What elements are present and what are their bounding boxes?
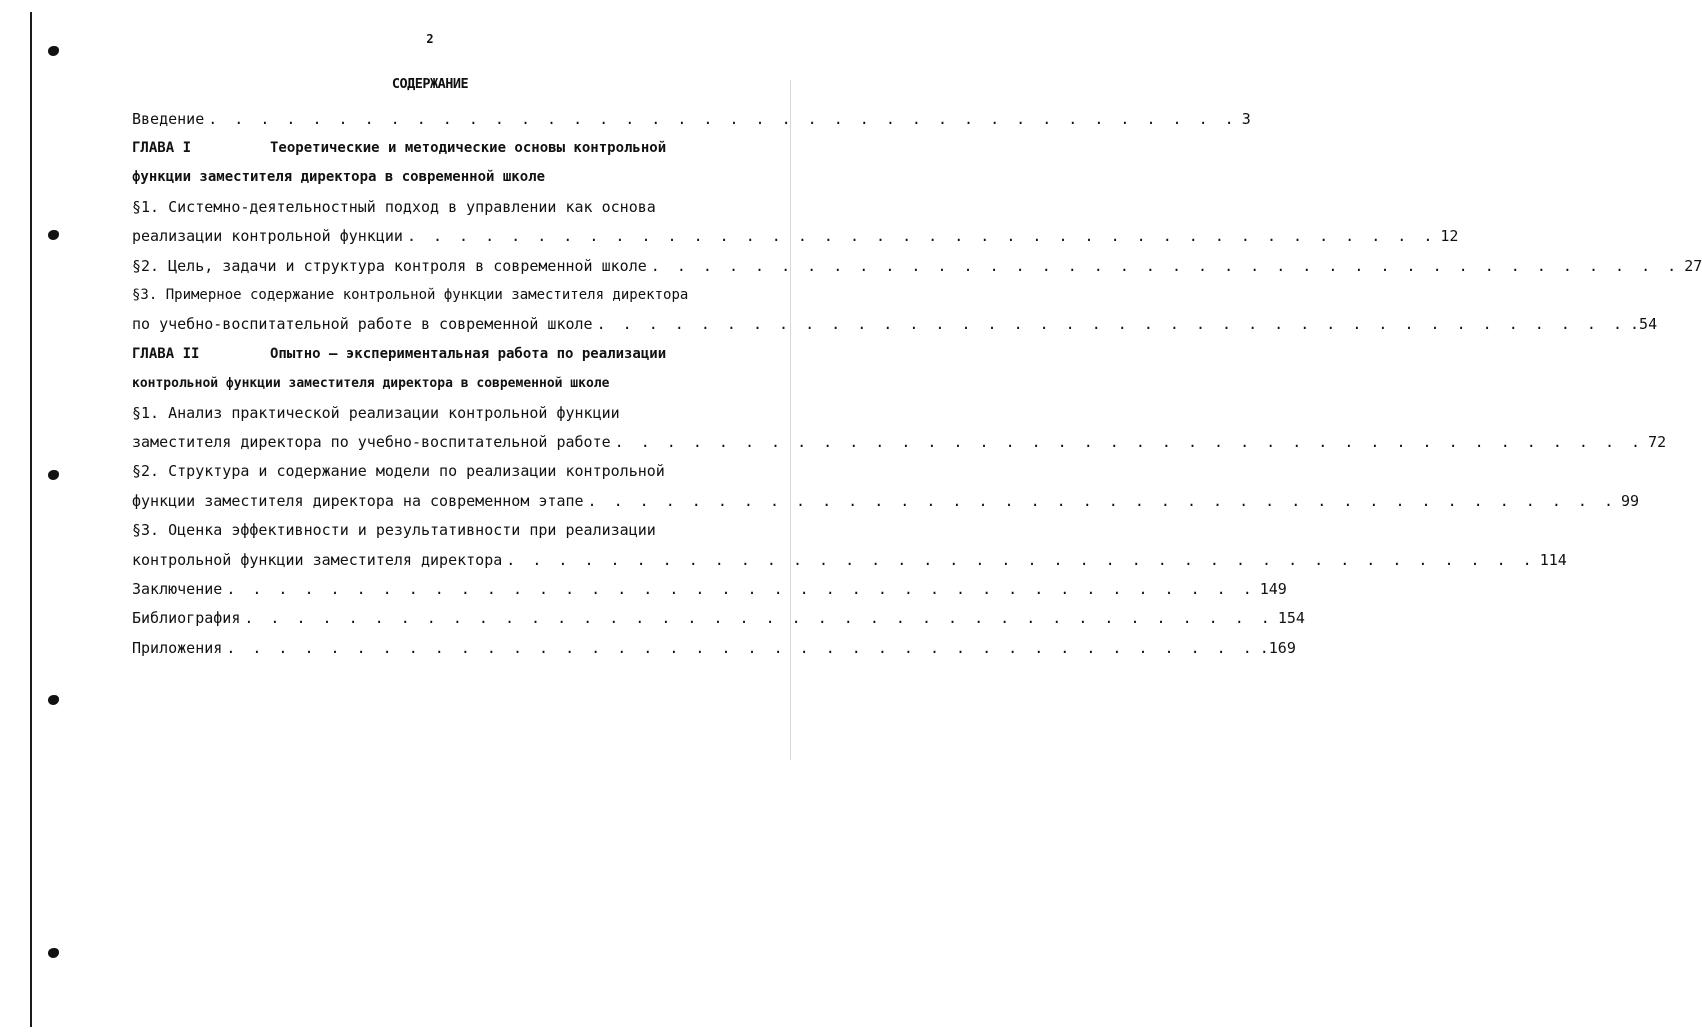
toc-chapter-1: [132, 133, 728, 162]
toc-page-number: .169: [1259, 638, 1296, 657]
punch-hole-mark: [48, 230, 59, 240]
toc-page-number: 114: [1539, 550, 1567, 569]
chapter-label: ГЛАВА II: [132, 345, 200, 362]
toc-entry-conclusion: [132, 574, 1287, 603]
dot-leader: . . . . . . . . . . . . . . . . . . . . . . . . . . . . . . . . . . . . . . . .: [650, 256, 1681, 275]
section-title: §3. Оценка эффективности и результативности при реализации: [132, 521, 656, 540]
dot-leader: . . . . . . . . . . . . . . . . . . . . . . . . . . . . . . . . . . . . . . . .: [208, 109, 1238, 128]
punch-hole-mark: [48, 948, 59, 958]
toc-entry-intro: [132, 104, 1251, 133]
section-title: заместителя директора по учебно-воспитательной работе: [132, 432, 611, 451]
toc-section-1-2: [132, 251, 1702, 280]
toc-section-1-3: [132, 280, 728, 309]
page-number: 2: [426, 32, 434, 46]
toc-page-number: 99: [1620, 491, 1640, 510]
section-title: контрольной функции заместителя директора: [132, 550, 503, 569]
toc-section-1-1-cont: [132, 222, 1459, 251]
section-title: §1. Анализ практической реализации контрольной функции: [132, 403, 620, 422]
toc-page-number: .54: [1630, 315, 1658, 334]
scan-margin-line: [790, 80, 791, 760]
toc-chapter-2-cont: [132, 369, 728, 398]
toc-entry-bibliography: [132, 604, 1305, 633]
toc-page-number: 27: [1684, 256, 1702, 275]
punch-hole-mark: [48, 695, 59, 705]
toc-entry-text: Введение: [132, 109, 205, 128]
dot-leader: . . . . . . . . . . . . . . . . . . . . . . . . . . . . . . . . . . . . . . . .: [406, 227, 1437, 246]
toc-page-number: 12: [1440, 227, 1459, 246]
chapter-title: Опытно – экспериментальная работа по реализации: [270, 345, 667, 362]
toc-section-2-3: [132, 515, 728, 544]
toc-chapter-2: [132, 339, 728, 368]
chapter-title: контрольной функции заместителя директора в современной школе: [132, 375, 610, 391]
punch-hole-mark: [48, 46, 59, 56]
toc-page-number: 154: [1277, 609, 1305, 628]
chapter-label: ГЛАВА I: [132, 140, 192, 157]
section-title: §3. Примерное содержание контрольной функции заместителя директора: [132, 287, 689, 304]
dot-leader: . . . . . . . . . . . . . . . . . . . . . . . . . . . . . . . . . . . . . . . .: [506, 550, 1536, 569]
punch-hole-mark: [48, 470, 59, 480]
toc-section-2-2: [132, 457, 728, 486]
toc-section-2-1-cont: [132, 427, 1667, 456]
dot-leader: . . . . . . . . . . . . . . . . . . . . . . . . . . . . . . . . . . . . . . . .: [226, 579, 1256, 598]
dot-leader: . . . . . . . . . . . . . . . . . . . . . . . . . . . . . . . . . . . . . . . .: [244, 609, 1274, 628]
toc-section-2-3-cont: [132, 545, 1567, 574]
dot-leader: . . . . . . . . . . . . . . . . . . . . . . . . . . . . . . . . . . . . . . . .: [587, 491, 1617, 510]
toc-entry-appendices: [132, 633, 1296, 662]
dot-leader: . . . . . . . . . . . . . . . . . . . . . . . . . . . . . . . . . . . . . . . .: [596, 315, 1627, 334]
toc-section-1-3-cont: [132, 310, 1658, 339]
scan-binding-edge: [30, 12, 32, 1027]
section-title: по учебно-воспитательной работе в современной школе: [132, 315, 593, 334]
toc-page-number: 3: [1241, 109, 1251, 128]
toc-page-number: 72: [1648, 432, 1667, 451]
toc-section-2-1: [132, 398, 728, 427]
section-title: реализации контрольной функции: [132, 227, 403, 246]
dot-leader: . . . . . . . . . . . . . . . . . . . . . . . . . . . . . . . . . . . . . . . .: [226, 638, 1256, 657]
section-title: §2. Цель, задачи и структура контроля в современной школе: [132, 256, 647, 275]
section-title: функции заместителя директора на современном этапе: [132, 491, 584, 510]
section-title: §2. Структура и содержание модели по реализации контрольной: [132, 462, 665, 481]
toc-entry-text: Заключение: [132, 579, 223, 598]
toc-section-1-1: [132, 192, 728, 221]
section-title: §1. Системно-деятельностный подход в управлении как основа: [132, 197, 656, 216]
chapter-title: Теоретические и методические основы контрольной: [270, 140, 667, 157]
toc-entry-text: Приложения: [132, 638, 223, 657]
page-title: СОДЕРЖАНИЕ: [391, 76, 469, 92]
table-of-contents: [132, 104, 1702, 662]
chapter-title: функции заместителя директора в современной школе: [132, 169, 546, 186]
toc-page-number: 149: [1259, 579, 1287, 598]
toc-section-2-2-cont: [132, 486, 1640, 515]
toc-chapter-1-cont: [132, 163, 728, 192]
dot-leader: . . . . . . . . . . . . . . . . . . . . . . . . . . . . . . . . . . . . . . . .: [614, 432, 1645, 451]
toc-entry-text: Библиография: [132, 609, 241, 628]
